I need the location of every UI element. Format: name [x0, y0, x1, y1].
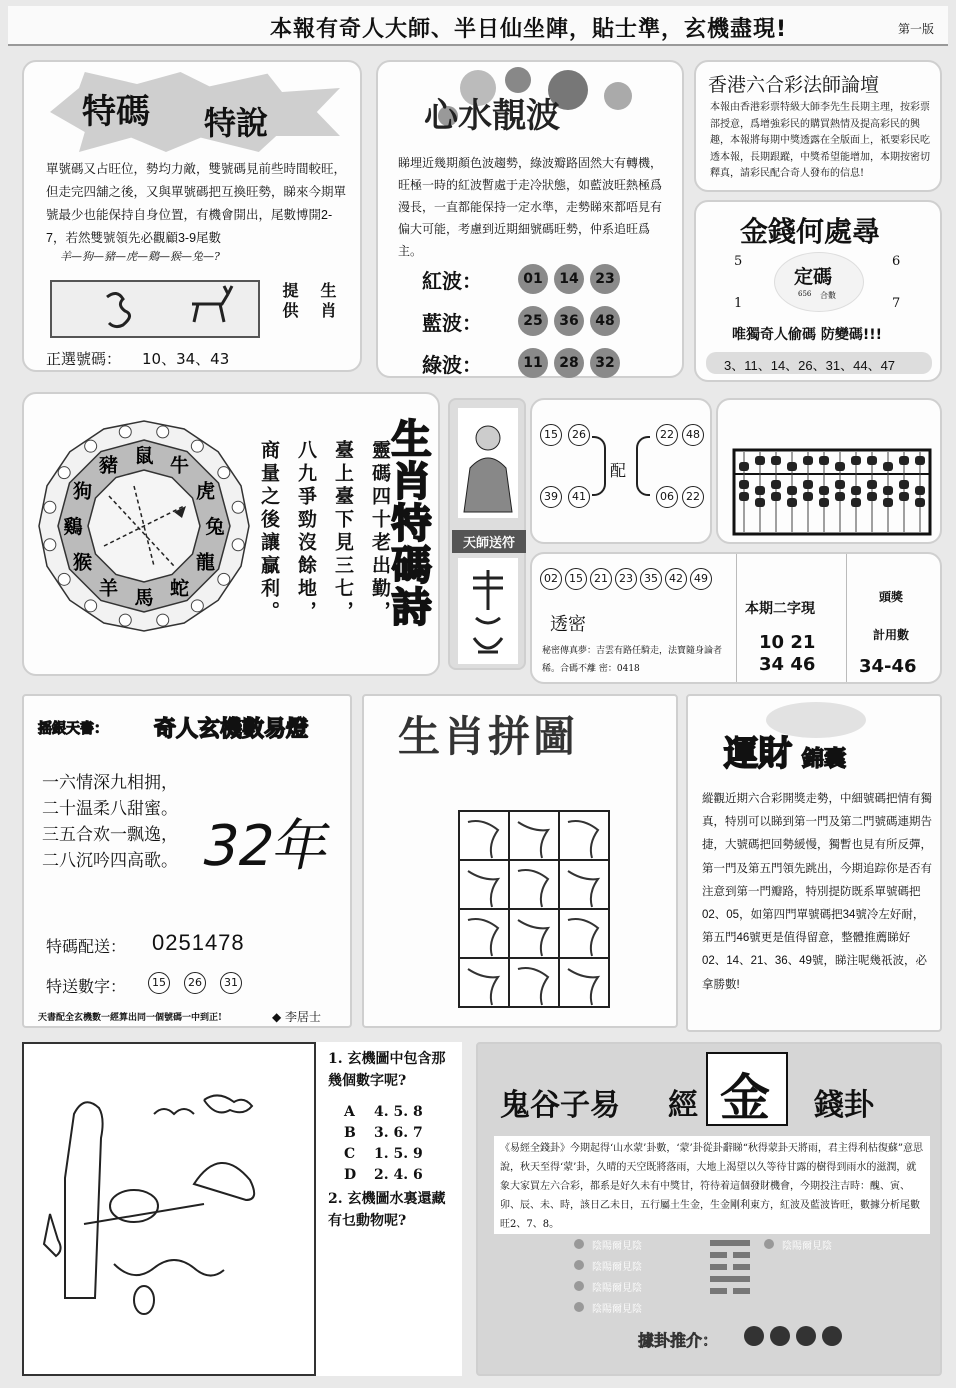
result-dot: [822, 1326, 842, 1346]
yao-text: 陰陽爾見陰: [592, 1304, 642, 1315]
wave-row-green: [422, 342, 626, 384]
puzzle-cell: [559, 860, 609, 909]
abacus-bead: [851, 456, 861, 465]
abacus-bead: [883, 486, 893, 495]
xuanji-panel: [22, 1042, 462, 1376]
wheel-dot: [58, 467, 70, 479]
number-ball: 25: [518, 306, 548, 336]
tema-panel: [22, 60, 362, 372]
masthead: [8, 6, 948, 46]
yuncai-panel: [686, 694, 942, 1032]
abacus-bead: [739, 480, 749, 489]
toujiang-sub: 計用數: [873, 628, 910, 642]
abacus-bead: [771, 492, 781, 501]
money-panel: [694, 200, 942, 382]
tianshu-line: 一六情深九相拥，: [42, 773, 178, 793]
tema-title-a: 特碼: [82, 92, 150, 132]
money-center: 定碼: [794, 266, 833, 288]
erzi-box: [736, 554, 844, 682]
erzi-title: 本期二字現: [745, 601, 815, 617]
money-nums: 3、11、14、26、31、44、47: [724, 358, 896, 373]
xuanji-q2: 2. 玄機圖水裏還藏有乜動物呢?: [328, 1191, 446, 1229]
opt-val: 4. 5. 8: [374, 1104, 423, 1120]
number-ball: 28: [554, 348, 584, 378]
talisman-icon: [458, 558, 518, 664]
money-title: 金錢何處尋: [740, 215, 881, 248]
guigu-yaos: [574, 1236, 642, 1320]
abacus-bead: [899, 480, 909, 489]
result-dot: [744, 1326, 764, 1346]
abacus-bead: [899, 456, 909, 465]
wheel-dot: [85, 600, 97, 612]
wheel-animal: 鷄: [63, 516, 83, 538]
xuanji-image-box: [22, 1042, 316, 1376]
tianshu-hand: 32年: [196, 814, 338, 879]
wheel-animal: 馬: [134, 587, 154, 609]
zodiac-wheel: [34, 416, 254, 636]
xuanji-opt: [344, 1144, 423, 1165]
wheel-dot: [44, 501, 56, 513]
result-dot: [770, 1326, 790, 1346]
result-dot: [796, 1326, 816, 1346]
wheel-animal: 兔: [205, 516, 225, 538]
wheel-animal: 豬: [98, 454, 119, 477]
tema-body: 單號碼又占旺位，勢均力敵，雙號碼見前些時間較旺，但走完四舖之後，又與單號碼把互換旺勢，睇來今期單號最少也能保持自身位置，有機會開出，尾數博開2-7，若然雙號領先必觀顧3-9尾數: [46, 162, 347, 245]
tianshu-tag: 摇銀天書：: [38, 721, 108, 737]
tianshu-author: ◆ 李居士: [272, 1010, 322, 1024]
toumi-label: 透密: [550, 614, 586, 635]
yin-yang-icon: [764, 1239, 774, 1249]
abacus-bead: [883, 462, 893, 471]
pei-right-ball: 22: [682, 486, 704, 508]
pei-mid: 配: [610, 461, 627, 480]
frog-scene-icon: [24, 1044, 314, 1374]
yin-yang-icon: [574, 1281, 584, 1291]
tema-animals: 羊—狗—豬—虎—鷄—猴—兔—?: [60, 250, 220, 263]
poem-line: 八九爭勁沒餘地，: [295, 440, 317, 624]
wheel-animal: 蛇: [169, 577, 190, 600]
wheel-dot: [232, 539, 244, 551]
pei-panel: [530, 398, 712, 544]
tema-picks-label: 正選號碼：: [46, 350, 122, 368]
xinshui-rows: [422, 258, 626, 384]
abacus-bead: [883, 498, 893, 507]
wheel-animal: 鼠: [134, 445, 154, 467]
tema-image-box: [50, 280, 260, 338]
wheel-dot: [232, 501, 244, 513]
zodiac-poem: [256, 440, 394, 624]
toumi-secret: 秘密傳真夢：吉雲有路任騎走，法寶隨身論者稀。合碼不離 密：0418: [542, 646, 723, 674]
abacus-bead: [835, 492, 845, 501]
number-ball: 01: [518, 264, 548, 294]
abacus-bead: [787, 486, 797, 495]
xuanji-q1: 1. 玄機圖中包含那幾個數字呢?: [328, 1051, 446, 1089]
opt-val: 2. 4. 6: [374, 1167, 423, 1183]
toumi-ball: 02: [540, 568, 562, 590]
edition: 第一版: [897, 22, 934, 36]
wheel-dot: [85, 440, 97, 452]
money-slogan: 唯獨奇人偷碼 防變碼!!!: [732, 327, 883, 343]
wheel-dot: [157, 426, 169, 438]
yin-yang-icon: [574, 1302, 584, 1312]
pei-brace-right: [636, 436, 650, 496]
puzzle-cell: [559, 811, 609, 860]
tema-picks: 10、34、43: [142, 350, 230, 368]
wheel-animal: 龍: [195, 551, 215, 574]
guigu-tui: 據卦推介：: [638, 1331, 719, 1350]
toujiang-val: 34-46: [859, 656, 917, 677]
wheel-dot: [191, 440, 203, 452]
pei-right-ball: 06: [656, 486, 678, 508]
wave-row-red: [422, 258, 626, 300]
puzzle-cell: [509, 958, 559, 1007]
number-ball: 11: [518, 348, 548, 378]
erzi-line2: 34 46: [759, 654, 816, 675]
yao-text: 陰陽爾見陰: [592, 1262, 642, 1273]
tianshu-tesong-label: 特送數字：: [46, 977, 127, 996]
wave-label: 綠波：: [422, 352, 482, 377]
abacus-bead: [755, 498, 765, 507]
toumi-ball: 21: [590, 568, 612, 590]
wheel-dot: [218, 467, 230, 479]
abacus-bead: [787, 498, 797, 507]
yao-text: 陰陽爾見陰: [592, 1241, 642, 1252]
puzzle-cell: [509, 860, 559, 909]
abacus-bead: [755, 486, 765, 495]
opt-key: B: [344, 1125, 356, 1141]
pei-left-ball: 39: [540, 486, 562, 508]
poem-line: 靈碼四十老出勤，: [369, 440, 391, 624]
guigu-body: 《易經全錢卦》今期起得‘山水蒙’卦數，‘蒙’卦從卦辭睇“秋得蒙卦天將雨，君主得利枯復蘇”意思說，秋天至得‘蒙’卦，久晴的天空既將落雨，大地上渴望以久等待甘露的樹得到雨水的滋潤，就象大家買左六合彩，都系是好久未有中獎甘，符待着這個發財機會，今期投注吉時：醜、寅、卯、辰、未、時，該日乙未日，五行屬土生金，生金剛利東方，紅波及藍波皆旺，數據分析尾數旺2、7、8。: [494, 1136, 930, 1234]
guigu-title-c: 金: [720, 1068, 770, 1127]
guigu-dots: [744, 1326, 842, 1346]
forum-body: 本報由香港彩票特級大師李先生長期主理，按彩票部授意，爲增強彩民的購買熱情及提高彩民的興趣，本報將每期中獎透露在全版面上，祇要彩民吃透本報，長期跟蹤，中獎希望能增加，本期按密切釋真，請彩民配合奇人發布的信息!: [710, 102, 930, 179]
pei-left-ball: 15: [540, 424, 562, 446]
number-ball: 36: [554, 306, 584, 336]
puzzle-title: 生肖拼圖: [398, 712, 579, 761]
puzzle-cell: [559, 909, 609, 958]
wheel-animal: 猴: [73, 551, 93, 574]
wheel-dot: [191, 600, 203, 612]
yuncai-body: 縱觀近期六合彩開獎走勢，中細號碼把情有獨真，特別可以睇到第一門及第二門號碼連期告捷，大號碼把回勢緩慢，獨暫也見有所反彈，第一門及第五門領先跳出，今期追踪你是否有注意到第一門瓣路，特別提防既系單號碼把02、05，如第四門單號碼把34號冷左好耐，第五門46號更是值得留意，整體推薦睇好02、14、21、36、49號，睇注呢幾祇波，必拿勝數!: [702, 793, 932, 991]
xinshui-body: 睇埋近幾期顏色波趨勢，綠波瓣路固然大有轉機，旺極一時的紅波暫處于走冷狀態，如藍波旺熱極爲漫長，一直都能保持一定水準，走勢睇來都唔見有偏大可能，考慮到近期細號碼旺勢，仲系追旺爲主。: [398, 156, 663, 258]
xuanji-opt: [344, 1123, 423, 1144]
number-ball: 32: [590, 348, 620, 378]
toumi-ball: 15: [565, 568, 587, 590]
yao-row: [574, 1299, 642, 1320]
tianshu-title: 奇人玄機數易燈: [154, 717, 309, 742]
wheel-dot: [157, 614, 169, 626]
yao-row: [574, 1278, 642, 1299]
zodiac-panel: [22, 392, 440, 676]
puzzle-cell: [459, 958, 509, 1007]
yao-text: 陰陽爾見陰: [782, 1241, 832, 1252]
pei-right-ball: 22: [656, 424, 678, 446]
poem-line: 商量之後讓贏利。: [258, 440, 280, 624]
abacus-bead: [803, 456, 813, 465]
abacus-bead: [835, 462, 845, 471]
puzzle-cell: [459, 909, 509, 958]
money-n5: 5: [734, 254, 743, 269]
wheel-animal: 牛: [169, 454, 190, 477]
opt-val: 1. 5. 9: [374, 1146, 423, 1162]
abacus-bead: [819, 456, 829, 465]
tesong-ball: 15: [148, 972, 170, 994]
erzi-line1: 10 21: [759, 632, 816, 653]
puzzle-grid: [458, 810, 610, 1010]
slogan: 本報有奇人大師、半日仙坐陣，貼士準，玄機盡現!: [270, 17, 788, 42]
money-sub: 656: [798, 290, 812, 298]
tema-tigong: 提供: [280, 282, 299, 322]
yao-text: 陰陽爾見陰: [592, 1283, 642, 1294]
yao-row: [574, 1236, 642, 1257]
yao-row: [764, 1236, 832, 1257]
tema-shengxiao: 生肖: [318, 282, 337, 322]
abacus-bead: [915, 498, 925, 507]
puzzle-cell: [509, 811, 559, 860]
abacus-bead: [915, 486, 925, 495]
sage-icon: [458, 408, 518, 518]
forum-title: 香港六合彩法師論壇: [708, 74, 880, 96]
xinshui-panel: [376, 60, 684, 378]
wave-label: 藍波：: [422, 310, 482, 335]
abacus-bead: [803, 492, 813, 501]
toujiang-title: 頭獎: [879, 590, 904, 604]
opt-val: 3. 6. 7: [374, 1125, 423, 1141]
opt-key: C: [344, 1146, 356, 1162]
puzzle-cell: [509, 909, 559, 958]
toumi-ball: 49: [690, 568, 712, 590]
yao-row: [574, 1257, 642, 1278]
money-sub2: 合數: [820, 291, 836, 300]
abacus-bead: [851, 486, 861, 495]
wave-row-blue: [422, 300, 626, 342]
tianshu-line: 二八沉吟四高歌。: [42, 851, 178, 871]
abacus-bead: [899, 492, 909, 501]
tianshu-poem: [42, 770, 178, 874]
yuncai-title: 運財: [724, 734, 792, 774]
abacus-bead: [739, 492, 749, 501]
zodiac-title: 生肖特碼詩: [385, 418, 431, 628]
xuanji-opt: [344, 1102, 423, 1123]
wheel-animal: 羊: [98, 577, 119, 600]
abacus-bead: [851, 498, 861, 507]
money-n7: 7: [892, 296, 901, 311]
wheel-dot: [218, 573, 230, 585]
abacus-bead: [915, 456, 925, 465]
pei-left-ball: 26: [568, 424, 590, 446]
pei-brace-left: [592, 436, 606, 496]
puzzle-panel: [362, 694, 678, 1028]
puzzle-cell: [459, 860, 509, 909]
wheel-dot: [119, 426, 131, 438]
toujiang-box: [846, 554, 942, 682]
abacus-bead: [867, 480, 877, 489]
wheel-animal: 狗: [73, 480, 93, 503]
abacus-bead: [787, 462, 797, 471]
number-ball: 23: [590, 264, 620, 294]
yuncai-title2: 錦囊: [802, 747, 847, 772]
abacus-bead: [739, 462, 749, 471]
toumi-panel: [530, 552, 942, 684]
wave-label: 紅波：: [422, 268, 482, 293]
tianshu-panel: [22, 694, 352, 1028]
toumi-ball: 35: [640, 568, 662, 590]
wheel-dot: [119, 614, 131, 626]
tianshu-line: 二十温柔八甜蜜。: [42, 799, 178, 819]
wheel-animal: 虎: [195, 480, 215, 503]
opt-key: D: [344, 1167, 357, 1183]
number-ball: 48: [590, 306, 620, 336]
tesong-ball: 31: [220, 972, 242, 994]
abacus-bead: [867, 492, 877, 501]
tema-title-b: 特說: [204, 104, 269, 142]
puzzle-cell: [559, 958, 609, 1007]
tianshi-panel: [448, 398, 526, 670]
tesong-ball: 26: [184, 972, 206, 994]
abacus-bead: [755, 456, 765, 465]
tianshu-tema-val: 0251478: [152, 930, 245, 955]
guigu-panel: [476, 1042, 942, 1376]
tianshu-line: 三五合欢一飘逸，: [42, 825, 178, 845]
abacus-bead: [867, 456, 877, 465]
tianshi-label: 天師送符: [452, 530, 526, 553]
dragon-deer-icon: [52, 282, 258, 336]
abacus-bead: [819, 498, 829, 507]
toumi-balls: [540, 568, 712, 590]
forum-panel: [694, 60, 942, 192]
abacus-bead: [835, 480, 845, 489]
wheel-dot: [44, 539, 56, 551]
abacus-bead: [771, 480, 781, 489]
guigu-title-d: 錢卦: [814, 1088, 874, 1123]
abacus-bead: [819, 486, 829, 495]
poem-line: 臺上臺下見三七，: [332, 440, 354, 624]
abacus-bead: [771, 456, 781, 465]
guigu-title-b: 經: [668, 1088, 698, 1123]
xinshui-title: 心水靚波: [424, 96, 560, 136]
tieban-panel: [716, 398, 942, 544]
guigu-title-a: 鬼谷子易: [500, 1088, 620, 1123]
xuanji-opts: [344, 1102, 423, 1186]
number-ball: 14: [554, 264, 584, 294]
abacus-icon: [732, 448, 932, 538]
toumi-ball: 23: [615, 568, 637, 590]
yin-yang-icon: [574, 1239, 584, 1249]
wheel-dot: [58, 573, 70, 585]
pei-left-ball: 41: [568, 486, 590, 508]
puzzle-cell: [459, 811, 509, 860]
tianshu-footer: 天書配全玄機數一經算出同一個號碼一中到正!: [38, 1013, 222, 1023]
hexagram-icon: [710, 1238, 750, 1308]
abacus-bead: [803, 480, 813, 489]
money-n1: 1: [734, 296, 743, 311]
opt-key: A: [344, 1104, 355, 1120]
pei-right-ball: 48: [682, 424, 704, 446]
xuanji-opt: [344, 1165, 423, 1186]
toumi-ball: 42: [665, 568, 687, 590]
tianshu-tema-label: 特碼配送：: [46, 937, 127, 956]
money-n6: 6: [892, 254, 901, 269]
yin-yang-icon: [574, 1260, 584, 1270]
guigu-yaos-right: [764, 1236, 832, 1257]
